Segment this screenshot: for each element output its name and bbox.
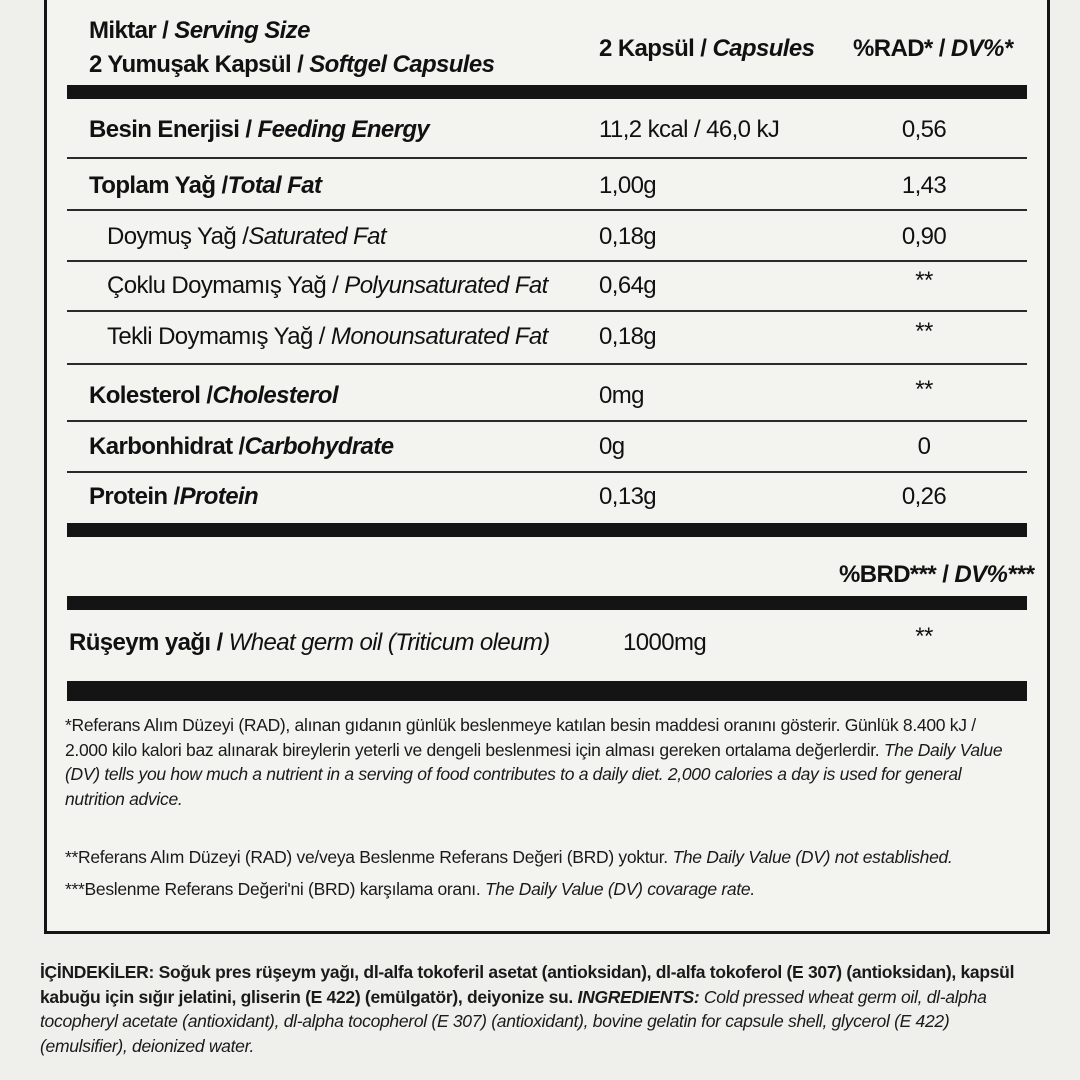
row-cholesterol-dv: **: [915, 376, 933, 403]
row-en: Monounsaturated Fat: [330, 323, 548, 350]
ingredients-label-en: INGREDIENTS:: [577, 986, 700, 1007]
footnote-rad-tr: *Referans Alım Düzeyi (RAD), alınan gıdanın günlük beslenmeye katılan besin maddesi oranını gösterir. Günlük 8.400 kJ / 2.000 kilo kalori baz alınarak bireylerin yeterli ve dengeli beslenmesi için alması gereken ortalama değerlerdir.: [65, 715, 976, 760]
row-tr: Karbonhidrat /: [89, 433, 245, 460]
wheat-germ-oil-dv: **: [915, 623, 933, 650]
row-feeding-energy-amount: 11,2 kcal / 46,0 kJ: [599, 116, 780, 143]
row-feeding-energy-dv: 0,56: [901, 116, 947, 143]
footnote-brd-coverage: [65, 877, 1005, 902]
row-tr: Toplam Yağ /: [89, 172, 228, 199]
row-protein-dv: 0,26: [901, 483, 947, 510]
row-saturated-fat-label: [107, 223, 386, 251]
row-protein-label: [89, 483, 258, 511]
brd-en: DV%***: [954, 561, 1034, 588]
row-divider: [67, 209, 1027, 211]
row-tr: Çoklu Doymamış Yağ /: [107, 272, 345, 299]
row-monounsaturated-fat-dv: **: [915, 318, 933, 345]
footnote-divider: [67, 681, 1027, 701]
row-tr: Besin Enerjisi /: [89, 116, 258, 143]
serving-size-tr: Miktar /: [89, 17, 175, 44]
row-protein-amount: 0,13g: [599, 483, 657, 510]
amount-column-header: [599, 35, 814, 63]
row-total-fat-label: [89, 172, 321, 200]
row-en: Polyunsaturated Fat: [344, 272, 548, 299]
brd-divider: [67, 596, 1027, 610]
row-divider: [67, 471, 1027, 473]
row-polyunsaturated-fat-dv: **: [915, 267, 933, 294]
ingredients-paragraph: [40, 960, 1040, 1058]
header-divider: [67, 85, 1027, 99]
row-tr: Tekli Doymamış Yağ /: [107, 323, 331, 350]
col2-tr: 2 Kapsül /: [599, 35, 713, 62]
row-feeding-energy-label: [89, 116, 429, 144]
row-en: Protein: [179, 483, 259, 510]
ingredients-text-tr: Soğuk pres rüşeym yağı, dl-alfa tokoferil asetat (antioksidan), dl-alfa tokoferol (E 307) (antioksidan), kapsül kabuğu için sığır jelatini, gliserin (E 422) (emülgatör), deiyonize su.: [40, 962, 1015, 1007]
footnote-3-en: The Daily Value (DV) covarage rate.: [484, 879, 755, 899]
row-divider: [67, 363, 1027, 365]
col3-en: DV%*: [950, 35, 1013, 62]
oil-en: Wheat germ oil (Triticum oleum): [228, 629, 550, 656]
footnote-rad-en: The Daily Value (DV) tells you how much a nutrient in a serving of food contributes to a daily diet. 2,000 calories a day is used for general nutrition advice.: [65, 739, 1003, 809]
row-divider: [67, 420, 1027, 422]
row-en: Carbohydrate: [244, 433, 394, 460]
row-total-fat-amount: 1,00g: [599, 172, 657, 199]
row-polyunsaturated-fat-amount: 0,64g: [599, 272, 657, 299]
footnote-not-established: [65, 845, 1005, 870]
row-tr: Protein /: [89, 483, 180, 510]
serving-size-en: Serving Size: [174, 17, 310, 44]
col2-en: Capsules: [712, 35, 815, 62]
oil-tr: Rüşeym yağı /: [69, 629, 229, 656]
footnote-2-en: The Daily Value (DV) not established.: [672, 847, 953, 867]
row-carbohydrate-label: [89, 433, 393, 461]
row-en: Total Fat: [227, 172, 322, 199]
ingredients-text-en: Cold pressed wheat germ oil, dl-alpha tocopheryl acetate (antioxidant), dl-alpha tocopherol (E 307) (antioxidant), bovine gelatin for capsule shell, glycerol (E 422) (emulsifier), deionized water.: [40, 986, 987, 1056]
rad-column-header: [853, 35, 1013, 63]
row-divider: [67, 260, 1027, 262]
row-monounsaturated-fat-amount: 0,18g: [599, 323, 657, 350]
footnote-rad: [65, 713, 1005, 811]
row-carbohydrate-dv: 0: [917, 433, 931, 460]
footnote-2-tr: **Referans Alım Düzeyi (RAD) ve/veya Beslenme Referans Değeri (BRD) yoktur.: [65, 847, 673, 867]
nutrients-divider: [67, 523, 1027, 537]
wheat-germ-oil-amount: 1000mg: [623, 629, 707, 656]
brd-column-header: [839, 561, 1033, 589]
nutrition-facts-panel: [44, 0, 1050, 934]
capsules-tr: 2 Yumuşak Kapsül /: [89, 51, 310, 78]
row-divider: [67, 157, 1027, 159]
col3-tr: %RAD* /: [853, 35, 951, 62]
row-cholesterol-amount: 0mg: [599, 382, 644, 409]
row-tr: Doymuş Yağ /: [107, 223, 249, 250]
row-saturated-fat-amount: 0,18g: [599, 223, 657, 250]
footnote-3-tr: ***Beslenme Referans Değeri'ni (BRD) karşılama oranı.: [65, 879, 485, 899]
serving-size-label: [89, 17, 310, 45]
row-en: Cholesterol: [212, 382, 338, 409]
capsule-count-label: [89, 51, 494, 79]
brd-tr: %BRD*** /: [839, 561, 955, 588]
row-tr: Kolesterol /: [89, 382, 213, 409]
row-en: Feeding Energy: [257, 116, 430, 143]
row-saturated-fat-dv: 0,90: [901, 223, 947, 250]
row-polyunsaturated-fat-label: [107, 272, 548, 300]
row-total-fat-dv: 1,43: [901, 172, 947, 199]
row-divider: [67, 310, 1027, 312]
ingredients-label-tr: İÇİNDEKİLER:: [40, 962, 155, 982]
row-carbohydrate-amount: 0g: [599, 433, 625, 460]
row-cholesterol-label: [89, 382, 338, 410]
wheat-germ-oil-label: [69, 629, 550, 657]
row-en: Saturated Fat: [248, 223, 386, 250]
row-monounsaturated-fat-label: [107, 323, 548, 351]
capsules-en: Softgel Capsules: [309, 51, 495, 78]
